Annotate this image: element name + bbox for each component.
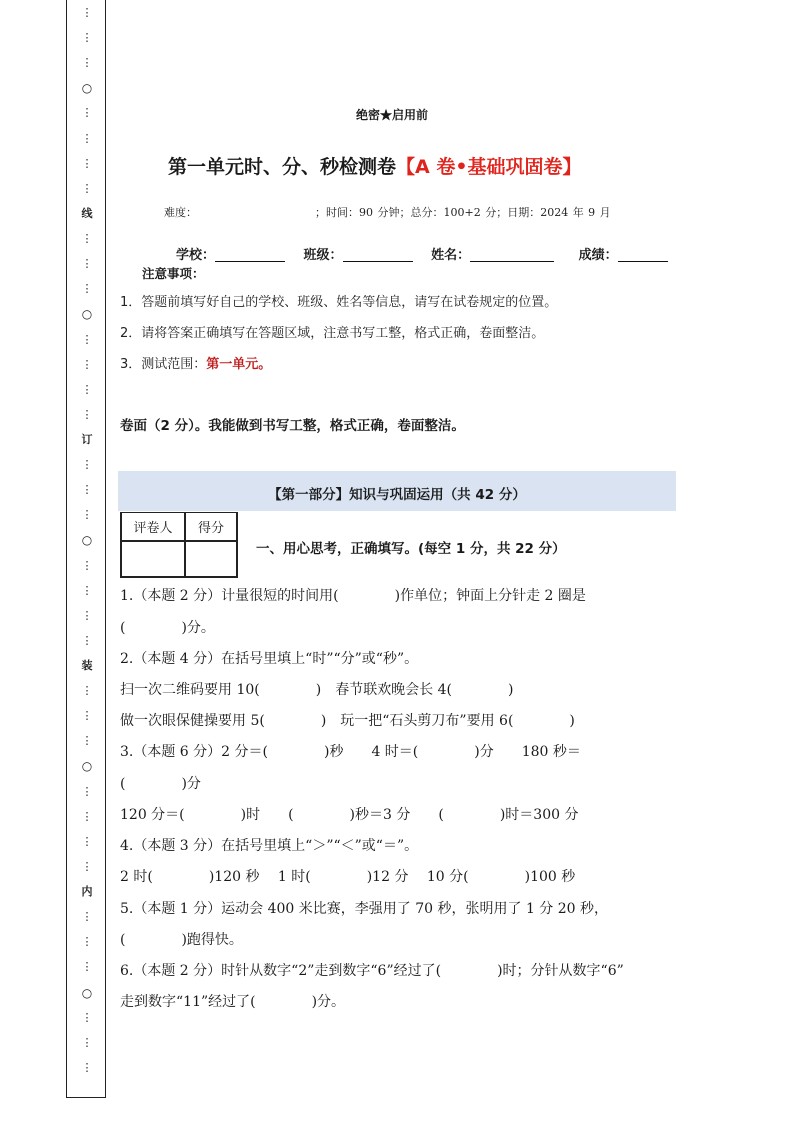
- binding-dots: ⋮: [81, 181, 93, 195]
- score-header: 得分: [185, 513, 237, 541]
- binding-dots: ⋮: [81, 859, 93, 873]
- question-6-line-2: 走到数字“11”经过了( )分。: [120, 994, 346, 1010]
- binding-circle: ○: [81, 81, 93, 96]
- question-2-line-b: 做一次眼保健操要用 5( ) 玩一把“石头剪刀布”要用 6( ): [120, 713, 575, 729]
- binding-dots: ⋮: [81, 56, 93, 70]
- meta-difficulty: 难度：: [164, 206, 197, 219]
- binding-dots: ⋮: [81, 131, 93, 145]
- binding-word: 线: [81, 206, 93, 220]
- neatness-line: 卷面（2 分）。我能做到书写工整，格式正确，卷面整洁。: [120, 418, 465, 434]
- part-1-title: 【第一部分】知识与巩固运用（共 42 分）: [268, 487, 526, 503]
- question-3-line-3: 120 分＝( )时 ( )秒＝3 分 ( )时＝300 分: [120, 807, 579, 823]
- binding-dots: ⋮: [81, 684, 93, 698]
- binding-dots: ⋮: [81, 734, 93, 748]
- name-label: 姓名：: [431, 248, 471, 263]
- binding-dots: ⋮: [81, 1035, 93, 1049]
- binding-dots: ⋮: [81, 709, 93, 723]
- binding-dots: ⋮: [81, 910, 93, 924]
- question-4: 4.（本题 3 分）在括号里填上“＞”“＜”或“＝”。: [120, 838, 419, 854]
- question-2-line-a: 扫一次二维码要用 10( ) 春节联欢晚会长 4( ): [120, 682, 514, 698]
- note-3: [120, 353, 271, 372]
- binding-dots: ⋮: [81, 1010, 93, 1024]
- binding-dots: ⋮: [81, 809, 93, 823]
- binding-dots: ⋮: [81, 608, 93, 622]
- confidential-label: 绝密★启用前: [356, 108, 429, 122]
- question-3-line-2: ( )分: [120, 776, 201, 792]
- exam-meta: [164, 204, 611, 220]
- binding-dots: ⋮: [81, 784, 93, 798]
- part-1-banner: [118, 471, 676, 511]
- notes-heading: 注意事项：: [142, 266, 205, 281]
- binding-dots: ⋮: [81, 31, 93, 45]
- note-1: 1．答题前填写好自己的学校、班级、姓名等信息，请写在试卷规定的位置。: [120, 295, 558, 310]
- class-field[interactable]: [304, 244, 413, 263]
- binding-dots: ⋮: [81, 633, 93, 647]
- binding-dots: ⋮: [81, 232, 93, 246]
- binding-dots: ⋮: [81, 1060, 93, 1074]
- binding-circle: ○: [81, 533, 93, 548]
- question-3-line-1: 3.（本题 6 分）2 分＝( )秒 4 时＝( )分 180 秒＝: [120, 744, 581, 760]
- question-5-line-2: ( )跑得快。: [120, 932, 243, 948]
- binding-circle: ○: [81, 307, 93, 322]
- binding-dots: ⋮: [81, 357, 93, 371]
- section-1-title: 一、用心思考，正确填写。(每空 1 分，共 22 分）: [256, 541, 566, 557]
- question-4-line-a: 2 时( )120 秒 1 时( )12 分 10 分( )100 秒: [120, 869, 576, 885]
- grader-header: 评卷人: [121, 513, 185, 541]
- binding-dots: ⋮: [81, 106, 93, 120]
- meta-time-score-date: ；时间：90 分钟；总分：100+2 分；日期：2024 年 9 月: [315, 206, 611, 219]
- binding-dots: ⋮: [81, 960, 93, 974]
- school-field[interactable]: [176, 244, 285, 263]
- binding-dots: ⋮: [81, 282, 93, 296]
- exam-title: [168, 152, 581, 179]
- score-field[interactable]: [579, 244, 668, 263]
- school-label: 学校：: [176, 248, 216, 263]
- school-blank[interactable]: [215, 248, 285, 262]
- name-field[interactable]: [431, 244, 554, 263]
- student-info-row: [176, 244, 682, 263]
- binding-word: 内: [81, 885, 93, 899]
- note-3-scope: 第一单元。: [206, 357, 272, 372]
- binding-dots: ⋮: [81, 332, 93, 346]
- name-blank[interactable]: [470, 248, 554, 262]
- binding-dots: ⋮: [81, 156, 93, 170]
- binding-dots: ⋮: [81, 483, 93, 497]
- grader-cell[interactable]: [121, 541, 185, 577]
- binding-word: 订: [81, 432, 93, 446]
- binding-dots: ⋮: [81, 382, 93, 396]
- binding-dots: ⋮: [81, 6, 93, 19]
- question-2: 2.（本题 4 分）在括号里填上“时”“分”或“秒”。: [120, 651, 419, 667]
- binding-dots: ⋮: [81, 458, 93, 472]
- binding-dots: ⋮: [81, 508, 93, 522]
- binding-dots: ⋮: [81, 407, 93, 421]
- score-cell[interactable]: [185, 541, 237, 577]
- binding-dots: ⋮: [81, 935, 93, 949]
- question-1-line-1: 1.（本题 2 分）计量很短的时间用( )作单位；钟面上分针走 2 圈是: [120, 588, 586, 604]
- question-1-line-2: ( )分。: [120, 620, 215, 636]
- note-2: 2．请将答案正确填写在答题区域，注意书写工整，格式正确，卷面整洁。: [120, 326, 545, 341]
- binding-circle: ○: [81, 759, 93, 774]
- binding-word: 装: [81, 659, 93, 673]
- question-6-line-1: 6.（本题 2 分）时针从数字“2”走到数字“6”经过了( )时；分针从数字“6”: [120, 963, 624, 979]
- exam-title-volume: 【A 卷•基础巩固卷】: [396, 156, 582, 178]
- binding-dots: ⋮: [81, 558, 93, 572]
- binding-dots: ⋮: [81, 834, 93, 848]
- score-blank[interactable]: [618, 248, 668, 262]
- question-5-line-1: 5.（本题 1 分）运动会 400 米比赛，李强用了 70 秒，张明用了 1 分 20 秒，: [120, 901, 609, 917]
- binding-dots: ⋮: [81, 583, 93, 597]
- binding-dots: ⋮: [81, 257, 93, 271]
- class-blank[interactable]: [343, 248, 413, 262]
- score-label: 成绩：: [578, 248, 618, 263]
- binding-margin: [66, 0, 106, 1098]
- class-label: 班级：: [303, 248, 343, 263]
- binding-circle: ○: [81, 985, 93, 1000]
- grader-score-table: [120, 512, 238, 578]
- exam-title-main: 第一单元时、分、秒检测卷: [168, 156, 397, 178]
- note-3-prefix: 3．测试范围：: [120, 357, 207, 372]
